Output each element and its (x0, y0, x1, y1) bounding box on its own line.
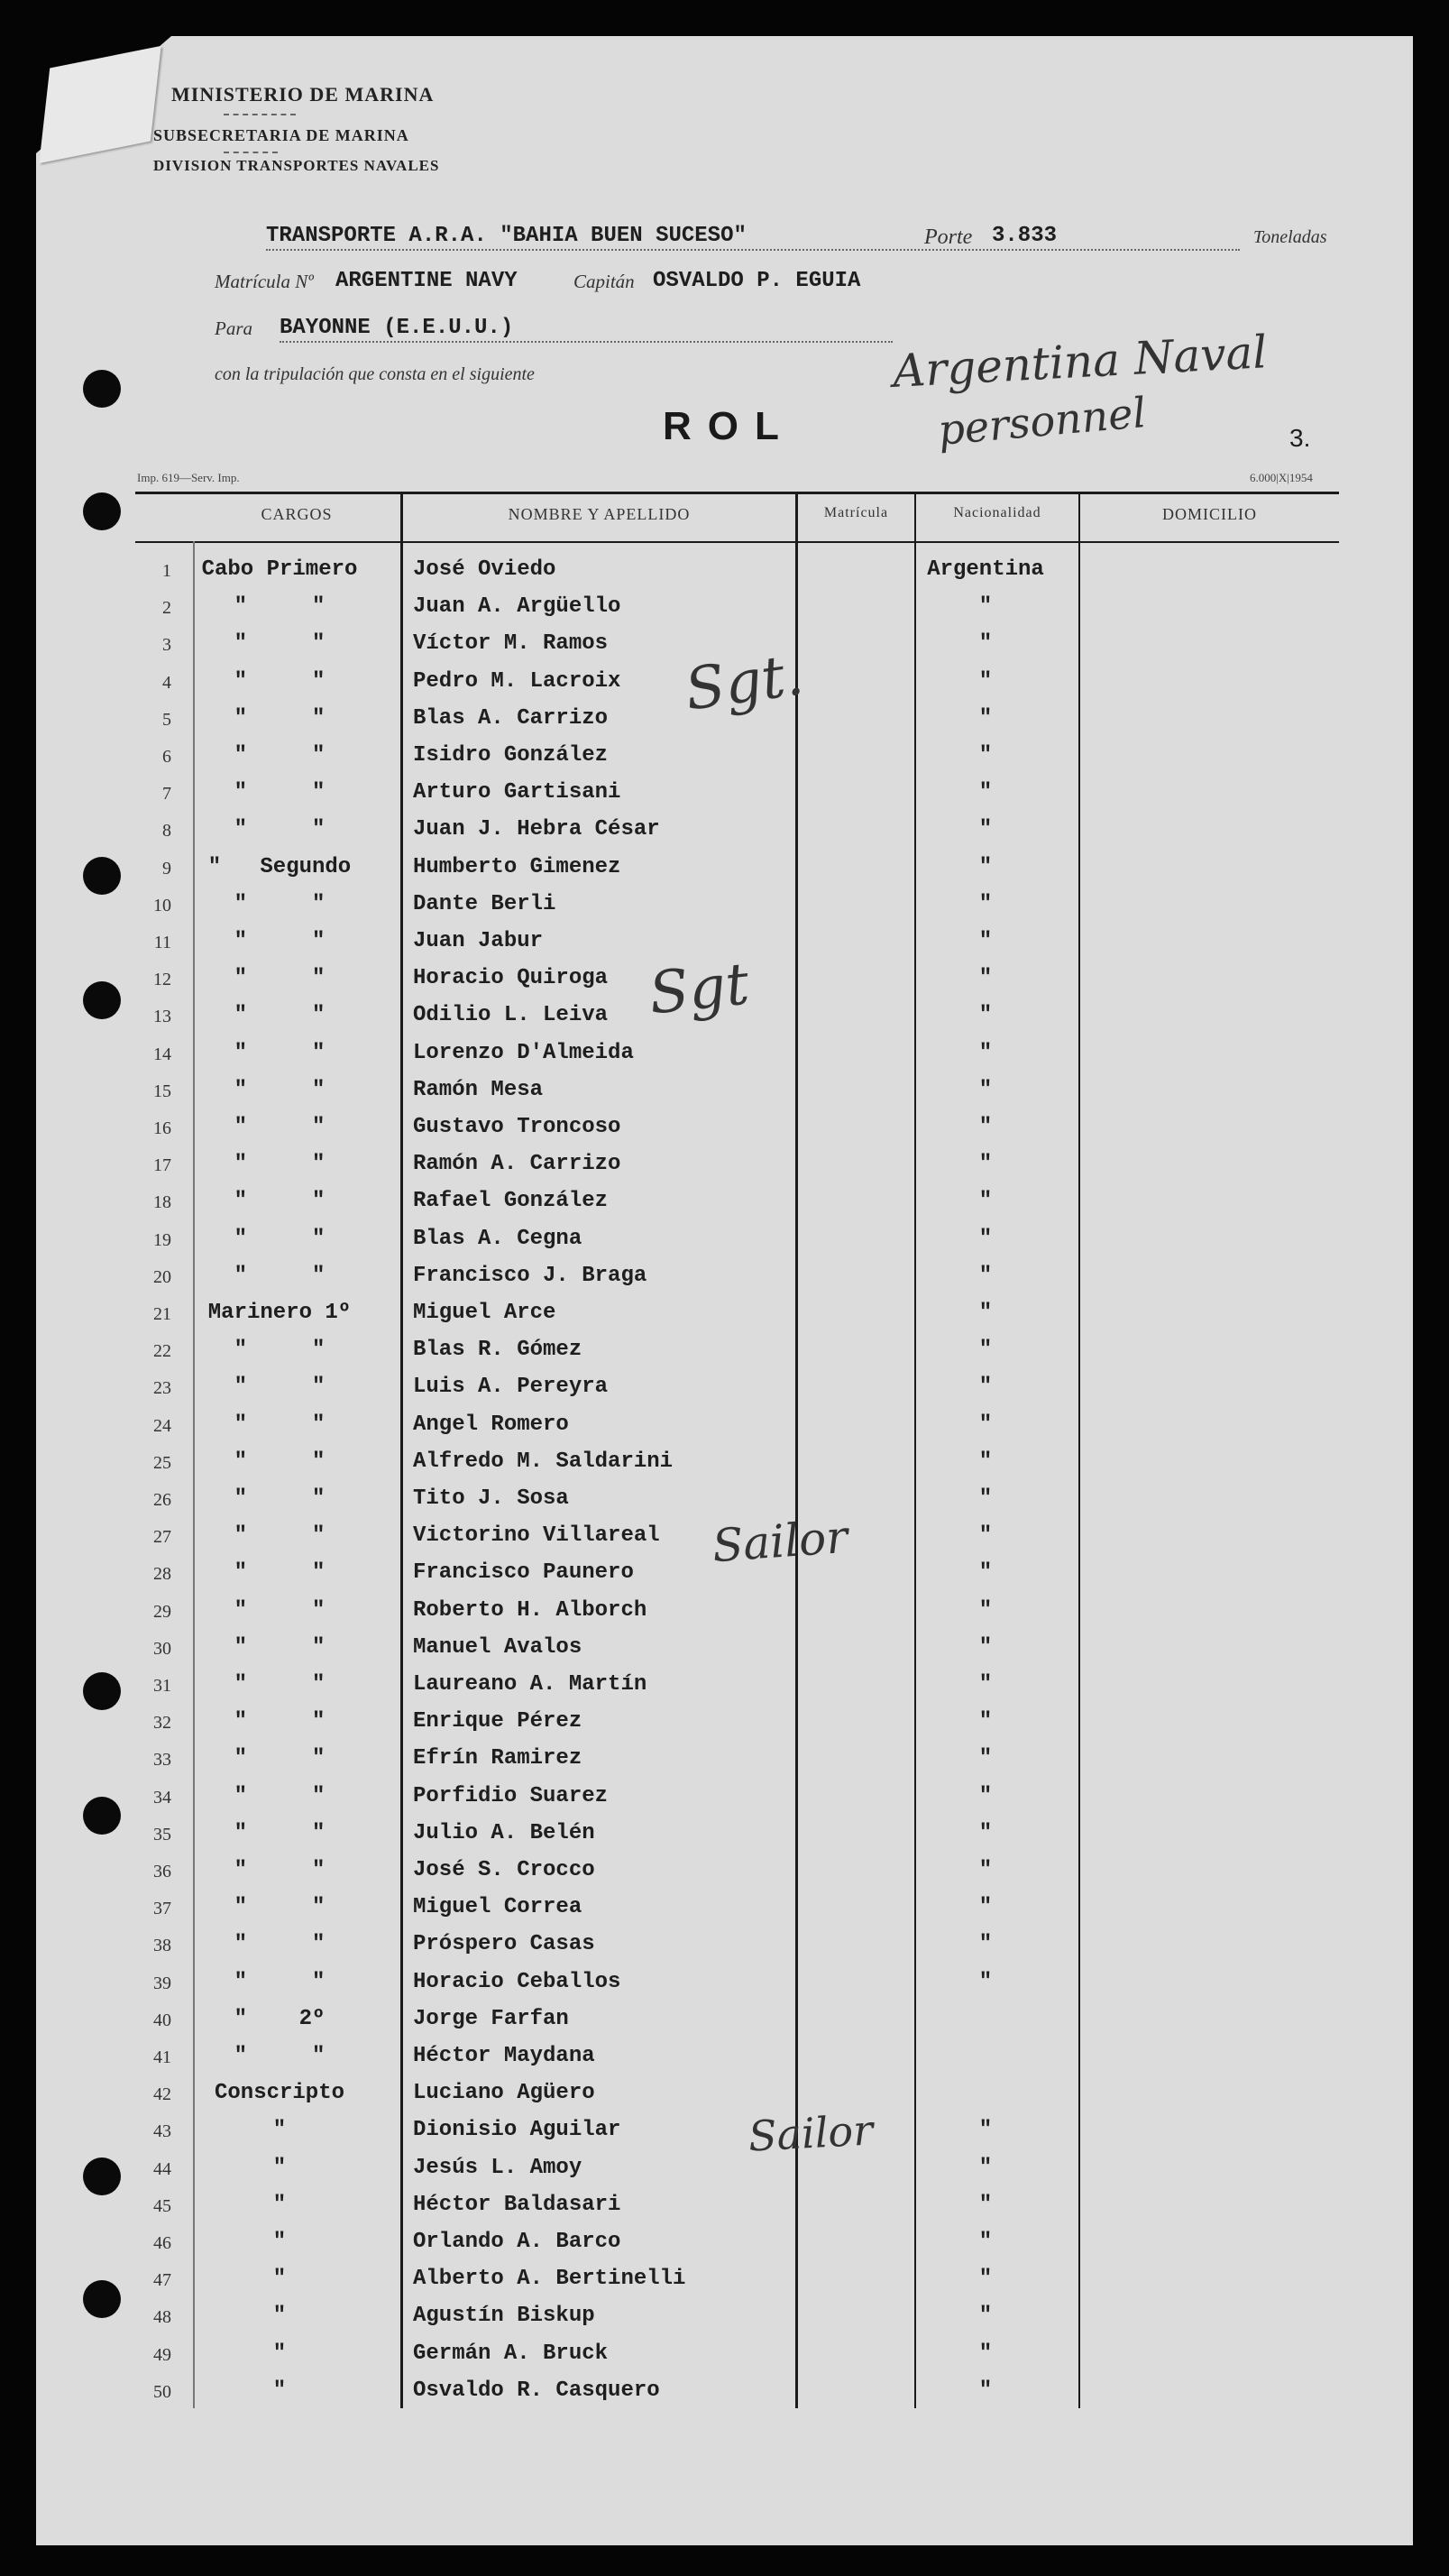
row-number: 43 (153, 2121, 171, 2142)
nombre-cell: Germán A. Bruck (413, 2341, 609, 2366)
nombre-cell: Gustavo Troncoso (413, 1115, 621, 1139)
cargo-cell: " " (234, 1263, 326, 1288)
cargo-cell: " 2º (234, 2006, 326, 2031)
nombre-cell: Alfredo M. Saldarini (413, 1449, 674, 1474)
row-number: 48 (153, 2307, 171, 2328)
nombre-cell: Miguel Correa (413, 1895, 582, 1920)
capitan-value: OSVALDO P. EGUIA (653, 269, 861, 293)
nacionalidad-cell: " (978, 1226, 993, 1251)
cargo-cell: " " (234, 2044, 326, 2068)
cargo-cell: " " (234, 743, 326, 768)
cargo-cell: " " (234, 929, 326, 953)
row-number: 3 (162, 635, 171, 656)
row-number: 50 (153, 2381, 171, 2402)
table-row (0, 1669, 1449, 1705)
row-number: 13 (153, 1007, 171, 1027)
nombre-cell: Humberto Gimenez (413, 854, 621, 879)
para-label: Para (215, 317, 252, 339)
nacionalidad-cell: " (978, 1932, 993, 1957)
nacionalidad-cell: " (978, 1783, 993, 1808)
nombre-cell: Blas A. Cegna (413, 1226, 582, 1251)
cargo-cell: " " (234, 1672, 326, 1697)
table-header-line (135, 541, 1339, 543)
nacionalidad-cell: " (978, 817, 993, 842)
nacionalidad-cell: " (978, 1115, 993, 1139)
nacionalidad-cell: " (978, 1040, 993, 1065)
row-number: 41 (153, 2047, 171, 2067)
row-number: 9 (162, 858, 171, 879)
subsecretaria-heading: SUBSECRETARIA DE MARINA (153, 126, 409, 144)
nombre-cell: Jesús L. Amoy (413, 2155, 582, 2180)
nombre-cell: Arturo Gartisani (413, 780, 621, 805)
rol-title: ROL (663, 404, 795, 448)
punch-hole (83, 370, 121, 408)
row-number: 46 (153, 2233, 171, 2253)
cargo-cell: " " (234, 780, 326, 805)
row-number: 36 (153, 1862, 171, 1881)
table-row (0, 888, 1449, 925)
cargo-cell: " " (234, 1523, 326, 1549)
nombre-cell: Laureano A. Martín (413, 1672, 647, 1697)
row-number: 7 (162, 784, 171, 805)
row-number: 2 (162, 598, 171, 619)
nacionalidad-cell: " (978, 2192, 993, 2217)
row-number: 23 (153, 1378, 171, 1399)
row-number: 8 (162, 821, 171, 842)
nombre-cell: Angel Romero (413, 1412, 569, 1437)
row-number: 47 (153, 2270, 171, 2291)
row-number: 22 (153, 1341, 171, 1362)
column-header-matricula: Matrícula (823, 505, 889, 520)
nombre-cell: Roberto H. Alborch (413, 1597, 647, 1623)
table-row (0, 1074, 1449, 1110)
cargo-cell: " " (234, 1709, 326, 1734)
nombre-cell: Lorenzo D'Almeida (413, 1040, 634, 1065)
cargo-cell: " " (234, 1412, 326, 1437)
division-heading: DIVISION TRANSPORTES NAVALES (153, 157, 440, 174)
row-number: 16 (153, 1118, 171, 1138)
nacionalidad-cell: " (978, 1412, 993, 1437)
nacionalidad-cell: Argentina (927, 557, 1044, 582)
nacionalidad-cell: " (978, 705, 993, 731)
table-row (0, 1928, 1449, 1964)
table-row (0, 1446, 1449, 1482)
nombre-cell: Víctor M. Ramos (413, 631, 609, 657)
table-row (0, 1223, 1449, 1259)
row-number: 14 (153, 1044, 171, 1064)
annotation-sailor: Sailor (747, 2105, 875, 2161)
table-row (0, 1595, 1449, 1631)
matricula-label: Matrícula Nº (215, 271, 314, 292)
nombre-cell: Alberto A. Bertinelli (413, 2267, 686, 2292)
nombre-cell: Luciano Agüero (413, 2081, 595, 2106)
nombre-cell: Luis A. Pereyra (413, 1375, 609, 1400)
cargo-cell: " " (234, 1189, 326, 1214)
row-number: 27 (153, 1527, 171, 1548)
row-number: 15 (153, 1081, 171, 1101)
nacionalidad-cell: " (978, 854, 993, 879)
table-row (0, 1148, 1449, 1184)
nacionalidad-cell: " (978, 1820, 993, 1845)
nacionalidad-cell: " (978, 594, 993, 620)
cargo-cell: Cabo Primero (201, 557, 358, 582)
cargo-cell: Conscripto (214, 2081, 345, 2106)
table-row (0, 591, 1449, 627)
nacionalidad-cell: " (978, 1969, 993, 1994)
nacionalidad-cell: " (978, 2118, 993, 2143)
row-number: 20 (153, 1266, 171, 1287)
row-number: 42 (153, 2084, 171, 2105)
cargo-cell: " (272, 2267, 287, 2292)
table-row (0, 2300, 1449, 2336)
cargo-cell: " " (234, 891, 326, 916)
nombre-cell: Agustín Biskup (413, 2304, 595, 2329)
nacionalidad-cell: " (978, 780, 993, 805)
row-number: 49 (153, 2344, 171, 2365)
cargo-cell: " " (234, 1560, 326, 1586)
table-row (0, 1409, 1449, 1445)
row-number: 25 (153, 1452, 171, 1473)
cargo-cell: Marinero 1º (207, 1301, 352, 1325)
nombre-cell: Próspero Casas (413, 1932, 595, 1957)
row-number: 37 (153, 1899, 171, 1919)
nombre-cell: Manuel Avalos (413, 1634, 582, 1660)
cargo-cell: " " (234, 1969, 326, 1994)
row-number: 1 (162, 561, 171, 581)
nombre-cell: Orlando A. Barco (413, 2230, 621, 2254)
row-number: 29 (153, 1601, 171, 1622)
nombre-cell: Miguel Arce (413, 1301, 556, 1325)
cargo-cell: " Segundo (207, 854, 352, 879)
column-header-domicilio: DOMICILIO (1162, 505, 1257, 523)
row-number: 19 (153, 1229, 171, 1250)
nacionalidad-cell: " (978, 2267, 993, 2292)
nombre-cell: Julio A. Belén (413, 1820, 595, 1845)
imprint-left: Imp. 619—Serv. Imp. (137, 471, 240, 484)
cargo-cell: " " (234, 817, 326, 842)
table-row (0, 2226, 1449, 2262)
table-row (0, 2375, 1449, 2411)
table-row (0, 1891, 1449, 1927)
table-row (0, 2040, 1449, 2076)
nacionalidad-cell: " (978, 1152, 993, 1177)
row-number: 5 (162, 709, 171, 730)
row-number: 12 (153, 970, 171, 990)
nombre-cell: Héctor Baldasari (413, 2192, 621, 2217)
table-row (0, 851, 1449, 888)
nombre-cell: Pedro M. Lacroix (413, 668, 621, 694)
divider (224, 114, 296, 115)
cargo-cell: " " (234, 631, 326, 657)
cargo-cell: " " (234, 1226, 326, 1251)
row-number: 30 (153, 1638, 171, 1659)
table-row (0, 1966, 1449, 2002)
nacionalidad-cell: " (978, 1709, 993, 1734)
imprint-right: 6.000|X|1954 (1250, 471, 1313, 484)
nombre-cell: Juan J. Hebra César (413, 817, 660, 842)
nacionalidad-cell: " (978, 2304, 993, 2329)
nacionalidad-cell: " (978, 1597, 993, 1623)
annotation-sgt: Sgt. (681, 641, 808, 724)
table-row (0, 1297, 1449, 1333)
cargo-cell: " " (234, 1449, 326, 1474)
row-number: 39 (153, 1973, 171, 1993)
nacionalidad-cell: " (978, 1746, 993, 1771)
nombre-cell: Blas A. Carrizo (413, 705, 609, 731)
table-row (0, 2152, 1449, 2188)
tripulacion-text: con la tripulación que consta en el siguiente (215, 364, 535, 384)
row-number: 28 (153, 1564, 171, 1585)
cargo-cell: " " (234, 1597, 326, 1623)
column-header-nacionalidad: Nacionalidad (953, 505, 1041, 520)
table-row (0, 2263, 1449, 2299)
nombre-cell: Isidro González (413, 743, 609, 768)
table-row (0, 2114, 1449, 2150)
capitan-label: Capitán (573, 271, 635, 292)
cargo-cell: " (272, 2230, 287, 2254)
toneladas-label: Toneladas (1253, 227, 1327, 247)
row-number: 34 (153, 1787, 171, 1808)
nombre-cell: Héctor Maydana (413, 2044, 595, 2068)
row-number: 40 (153, 2010, 171, 2030)
nacionalidad-cell: " (978, 668, 993, 694)
nacionalidad-cell: " (978, 929, 993, 953)
table-row (0, 1185, 1449, 1221)
nacionalidad-cell: " (978, 1449, 993, 1474)
nacionalidad-cell: " (978, 1375, 993, 1400)
form-line (280, 341, 893, 343)
nacionalidad-cell: " (978, 631, 993, 657)
cargo-cell: " " (234, 1152, 326, 1177)
nacionalidad-cell: " (978, 2341, 993, 2366)
nacionalidad-cell: " (978, 2155, 993, 2180)
cargo-cell: " " (234, 705, 326, 731)
cargo-cell: " " (234, 1634, 326, 1660)
cargo-cell: " " (234, 1932, 326, 1957)
table-row (0, 740, 1449, 776)
cargo-cell: " (272, 2341, 287, 2366)
ministry-heading: MINISTERIO DE MARINA (171, 83, 435, 106)
table-row (0, 1743, 1449, 1779)
table-row (0, 554, 1449, 590)
cargo-cell: " (272, 2378, 287, 2403)
cargo-cell: " (272, 2155, 287, 2180)
cargo-cell: " (272, 2192, 287, 2217)
column-header-cargos: CARGOS (261, 505, 333, 523)
nombre-cell: Ramón Mesa (413, 1077, 544, 1102)
annotation-sailor: Sailor (711, 1510, 849, 1573)
row-number: 11 (153, 933, 171, 952)
cargo-cell: " " (234, 966, 326, 991)
table-row (0, 1037, 1449, 1073)
nombre-cell: Efrín Ramirez (413, 1746, 582, 1771)
table-row (0, 1817, 1449, 1854)
nombre-cell: José Oviedo (413, 557, 556, 582)
nacionalidad-cell: " (978, 1301, 993, 1325)
nacionalidad-cell: " (978, 1634, 993, 1660)
row-number: 38 (153, 1936, 171, 1956)
nacionalidad-cell: " (978, 1895, 993, 1920)
cargo-cell: " " (234, 1486, 326, 1511)
punch-hole (83, 492, 121, 530)
para-value: BAYONNE (E.E.U.U.) (280, 316, 514, 340)
nombre-cell: Juan Jabur (413, 929, 544, 953)
porte-label: Porte (924, 225, 973, 249)
annotation-sgt: Sgt (646, 951, 753, 1028)
nombre-cell: Odilio L. Leiva (413, 1003, 609, 1028)
row-number: 35 (153, 1824, 171, 1845)
nacionalidad-cell: " (978, 1560, 993, 1586)
cargo-cell: " " (234, 1338, 326, 1363)
nombre-cell: Juan A. Argüello (413, 594, 621, 620)
row-number: 21 (153, 1304, 171, 1324)
nacionalidad-cell: " (978, 1338, 993, 1363)
table-row (0, 2189, 1449, 2225)
table-row (0, 2338, 1449, 2374)
nacionalidad-cell: " (978, 1189, 993, 1214)
table-row (0, 2077, 1449, 2113)
cargo-cell: " " (234, 1003, 326, 1028)
nacionalidad-cell: " (978, 966, 993, 991)
table-row (0, 1706, 1449, 1742)
row-number: 26 (153, 1490, 171, 1510)
table-row (0, 1111, 1449, 1147)
row-number: 17 (153, 1155, 171, 1176)
cargo-cell: " " (234, 668, 326, 694)
transporte-value: TRANSPORTE A.R.A. "BAHIA BUEN SUCESO" (266, 224, 747, 248)
nacionalidad-cell: " (978, 1077, 993, 1102)
row-number: 32 (153, 1713, 171, 1734)
nombre-cell: Tito J. Sosa (413, 1486, 569, 1511)
table-row (0, 1260, 1449, 1296)
divider (224, 152, 278, 153)
cargo-cell: " " (234, 1746, 326, 1771)
cargo-cell: " (272, 2118, 287, 2143)
row-number: 31 (153, 1676, 171, 1696)
nacionalidad-cell: " (978, 743, 993, 768)
row-number: 6 (162, 747, 171, 767)
nombre-cell: José S. Crocco (413, 1858, 595, 1882)
form-line (266, 249, 1240, 251)
cargo-cell: " " (234, 1115, 326, 1139)
page-number: 3. (1289, 424, 1311, 452)
cargo-cell: " " (234, 1858, 326, 1882)
row-number: 4 (162, 672, 171, 693)
nombre-cell: Francisco J. Braga (413, 1263, 647, 1288)
handwritten-note-line2: personnel (936, 388, 1149, 455)
nombre-cell: Rafael González (413, 1189, 609, 1214)
row-number: 44 (153, 2158, 171, 2179)
cargo-cell: " (272, 2304, 287, 2329)
nombre-cell: Porfidio Suarez (413, 1783, 609, 1808)
nacionalidad-cell: " (978, 1003, 993, 1028)
nacionalidad-cell: " (978, 1672, 993, 1697)
porte-value: 3.833 (992, 224, 1058, 248)
nombre-cell: Ramón A. Carrizo (413, 1152, 621, 1177)
nombre-cell: Francisco Paunero (413, 1560, 634, 1586)
nacionalidad-cell: " (978, 891, 993, 916)
table-top-line (135, 492, 1339, 494)
nacionalidad-cell: " (978, 1486, 993, 1511)
table-row (0, 1483, 1449, 1519)
nombre-cell: Blas R. Gómez (413, 1338, 582, 1363)
nombre-cell: Enrique Pérez (413, 1709, 582, 1734)
nacionalidad-cell: " (978, 1858, 993, 1882)
cargo-cell: " " (234, 1895, 326, 1920)
nacionalidad-cell: " (978, 1263, 993, 1288)
nombre-cell: Victorino Villareal (413, 1523, 660, 1549)
cargo-cell: " " (234, 1040, 326, 1065)
cargo-cell: " " (234, 1077, 326, 1102)
nombre-cell: Horacio Ceballos (413, 1969, 621, 1994)
nombre-cell: Jorge Farfan (413, 2006, 569, 2031)
row-number: 33 (153, 1750, 171, 1771)
nacionalidad-cell: " (978, 1523, 993, 1549)
nacionalidad-cell: " (978, 2230, 993, 2254)
nombre-cell: Dionisio Aguilar (413, 2118, 621, 2143)
nombre-cell: Osvaldo R. Casquero (413, 2378, 660, 2403)
handwritten-note-line1: Argentina Naval (891, 326, 1269, 398)
cargo-cell: " " (234, 1820, 326, 1845)
nombre-cell: Horacio Quiroga (413, 966, 609, 991)
table-row (0, 1780, 1449, 1817)
cargo-cell: " " (234, 1783, 326, 1808)
row-number: 10 (153, 895, 171, 915)
table-row (0, 777, 1449, 813)
row-number: 45 (153, 2195, 171, 2216)
table-row (0, 2003, 1449, 2039)
cargo-cell: " " (234, 594, 326, 620)
table-row (0, 1334, 1449, 1370)
nacionalidad-cell: " (978, 2378, 993, 2403)
column-header-nombre: NOMBRE Y APELLIDO (508, 505, 691, 523)
row-number: 24 (153, 1415, 171, 1436)
table-row (0, 1371, 1449, 1407)
table-row (0, 1854, 1449, 1891)
nombre-cell: Dante Berli (413, 891, 556, 916)
row-number: 18 (153, 1192, 171, 1213)
table-row (0, 814, 1449, 850)
cargo-cell: " " (234, 1375, 326, 1400)
matricula-value: ARGENTINE NAVY (335, 269, 518, 293)
table-row (0, 1632, 1449, 1668)
